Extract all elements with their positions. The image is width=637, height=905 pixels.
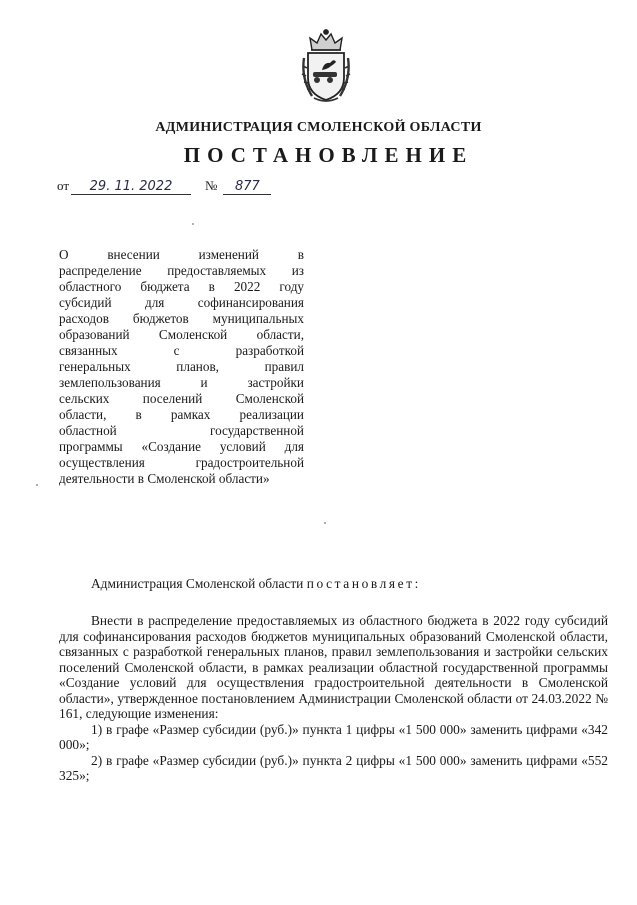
crown-icon <box>310 30 342 50</box>
subject-line: связанных с разработкой <box>59 343 304 358</box>
subject-line: землепользования и застройки <box>59 375 304 390</box>
document-body <box>59 613 608 784</box>
organization-title: АДМИНИСТРАЦИЯ СМОЛЕНСКОЙ ОБЛАСТИ <box>155 120 482 135</box>
subject-line: генеральных планов, правил <box>59 359 304 374</box>
decree-verb: постановляет: <box>306 576 421 591</box>
subject-line: расходов бюджетов муниципальных <box>59 311 304 326</box>
date-prefix: от <box>57 178 70 193</box>
subject-line: сельских поселений Смоленской <box>59 391 304 406</box>
scan-speck <box>192 223 194 225</box>
subject-line: области, в рамках реализации <box>59 407 304 422</box>
document-date: 29. 11. 2022 <box>71 180 191 195</box>
scan-speck <box>324 522 326 524</box>
subject-line: областной государственной <box>59 423 304 438</box>
subject-line: О внесении изменений в <box>59 247 304 262</box>
number-line <box>57 178 271 195</box>
subject-line: областного бюджета в 2022 году <box>59 279 304 294</box>
body-paragraph: 1) в графе «Размер субсидии (руб.)» пункта 1 цифры «1 500 000» заменить цифрами «342 000»; <box>59 721 608 752</box>
body-paragraph: Внести в распределение предоставляемых из областного бюджета в 2022 году субсидий для софинансирования расходов бюджетов муниципальных образований Смоленской области, связанных с разработкой генеральных планов, правил землепользования и застройки сельских поселений Смоленской области, в рамках реализации областной государственной программы «Создание условий для осуществления градостроительной деятельности в Смоленской области», утвержденное постановлением Администрации Смоленской области от 24.03.2022 № 161, следующие изменения: <box>59 613 608 721</box>
decree-statement <box>91 576 421 592</box>
decree-intro: Администрация Смоленской области <box>91 576 304 591</box>
body-paragraph: 2) в графе «Размер субсидии (руб.)» пункта 2 цифры «1 500 000» заменить цифрами «552 325»; <box>59 752 608 783</box>
document-type-title: ПОСТАНОВЛЕНИЕ <box>183 143 474 167</box>
document-number: 877 <box>223 180 271 195</box>
document-subject <box>59 247 304 487</box>
subject-line: распределение предоставляемых из <box>59 263 304 278</box>
subject-line: субсидий для софинансирования <box>59 295 304 310</box>
number-sign: № <box>205 178 218 193</box>
subject-line: программы «Создание условий для <box>59 439 304 454</box>
subject-line: осуществления градостроительной <box>59 455 304 470</box>
coat-of-arms <box>300 28 352 104</box>
subject-line: деятельности в Смоленской области» <box>59 471 270 486</box>
subject-line: образований Смоленской области, <box>59 327 304 342</box>
scan-speck <box>36 484 38 486</box>
